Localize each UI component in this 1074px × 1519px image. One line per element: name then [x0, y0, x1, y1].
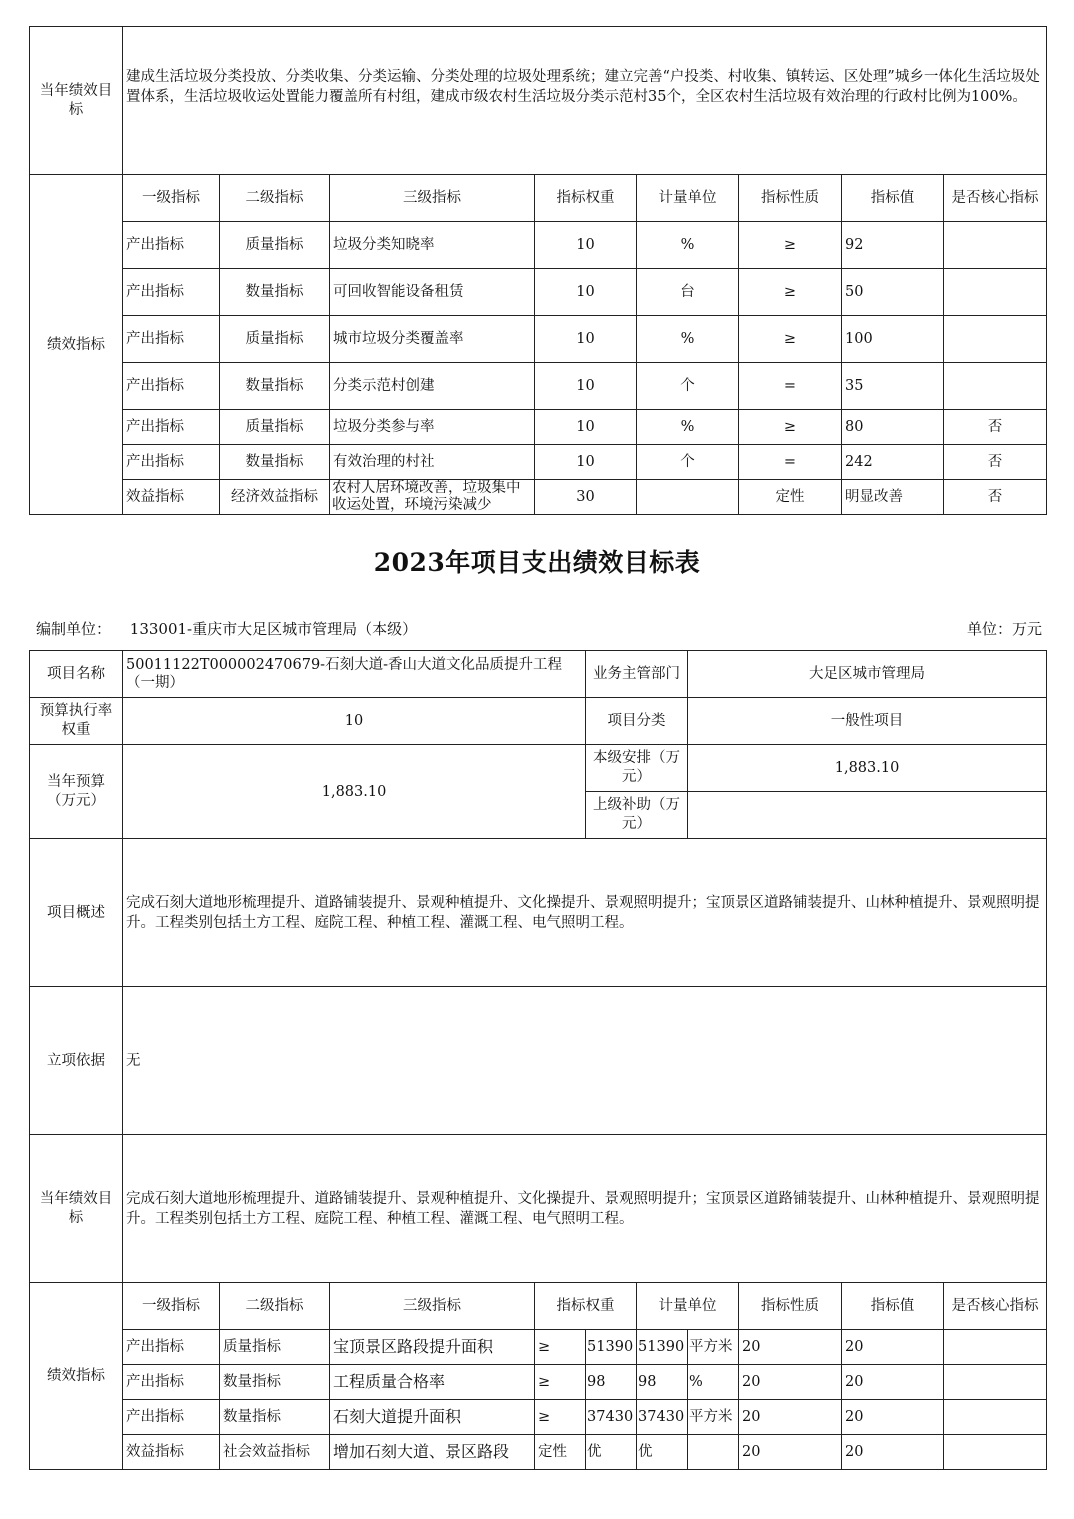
header-unit: 计量单位 — [637, 175, 739, 222]
cell-nature: = — [739, 363, 842, 410]
cell-empty — [944, 1400, 1047, 1435]
compile-unit: 133001-重庆市大足区城市管理局（本级） — [129, 620, 418, 638]
cell-core: 否 — [944, 480, 1047, 515]
cell-l2: 数量指标 — [220, 445, 330, 480]
dept-label: 业务主管部门 — [586, 651, 688, 698]
cell-value: 92 — [842, 222, 944, 269]
cell-b: 98 — [637, 1365, 688, 1400]
money-unit: 单位：万元 — [966, 620, 1042, 638]
cell-op: ≥ — [535, 1400, 586, 1435]
cell-weight: 10 — [535, 222, 637, 269]
header-core: 是否核心指标 — [944, 1283, 1047, 1330]
cell-value: 35 — [842, 363, 944, 410]
budget-label: 当年预算（万元） — [30, 745, 123, 839]
cell-unit: 平方米 — [688, 1330, 739, 1365]
cell-l1: 产出指标 — [123, 1365, 220, 1400]
header-value: 指标值 — [842, 1283, 944, 1330]
exec-weight-value: 10 — [123, 698, 586, 745]
basis-text: 无 — [123, 987, 1047, 1135]
cell-l3-text: 农村人居环境改善，垃圾集中收运处置，环境污染减少 — [332, 480, 521, 513]
cell-weight: 30 — [535, 480, 637, 515]
cell-nature: ≥ — [739, 269, 842, 316]
page-title: 2023年项目支出绩效目标表 — [373, 548, 701, 577]
cell-b: 37430 — [637, 1400, 688, 1435]
cell-empty — [944, 1365, 1047, 1400]
header-unit: 计量单位 — [637, 1283, 739, 1330]
table-row — [30, 316, 1047, 363]
cell-l3: 分类示范村创建 — [330, 363, 535, 410]
table-row — [30, 1435, 1047, 1470]
cell-l3: 垃圾分类知晓率 — [330, 222, 535, 269]
table-row — [30, 410, 1047, 445]
cell-l3: 宝顶景区路段提升面积 — [330, 1330, 535, 1365]
cell-l3: 城市垃圾分类覆盖率 — [330, 316, 535, 363]
compile-label: 编制单位： — [36, 620, 112, 638]
cell-l1: 效益指标 — [123, 480, 220, 515]
overview-label: 项目概述 — [30, 839, 123, 987]
cell-empty — [944, 1435, 1047, 1470]
table-row — [30, 445, 1047, 480]
cell-d: 20 — [739, 1365, 842, 1400]
header-weight: 指标权重 — [535, 1283, 637, 1330]
cell-weight: 10 — [535, 445, 637, 480]
cell-a: 51390 — [586, 1330, 637, 1365]
cell-e: 20 — [842, 1400, 944, 1435]
cell-value: 100 — [842, 316, 944, 363]
cell-core — [944, 363, 1047, 410]
cell-l1: 效益指标 — [123, 1435, 220, 1470]
table-row — [30, 1400, 1047, 1435]
header-l3: 三级指标 — [330, 175, 535, 222]
header-l2: 二级指标 — [220, 175, 330, 222]
table-row — [30, 480, 1047, 515]
cell-a: 优 — [586, 1435, 637, 1470]
target-label: 当年绩效目标 — [30, 27, 123, 175]
overview-text: 完成石刻大道地形梳理提升、道路铺装提升、景观种植提升、文化操提升、景观照明提升；宝顶景区道路铺装提升、山林种植提升、景观照明提升。工程类别包括土方工程、庭院工程、种植工程、灌溉工程、电气照明工程。 — [123, 839, 1047, 987]
table-row — [30, 269, 1047, 316]
budget-value: 1,883.10 — [123, 745, 586, 839]
perf-label: 绩效指标 — [30, 175, 123, 515]
cell-weight: 10 — [535, 269, 637, 316]
cell-core — [944, 222, 1047, 269]
cell-b: 51390 — [637, 1330, 688, 1365]
cell-unit: % — [688, 1365, 739, 1400]
project-table-2 — [29, 650, 1047, 1470]
perf-label-2: 绩效指标 — [30, 1283, 123, 1470]
superior-amount — [688, 792, 1047, 839]
cell-unit: 台 — [637, 269, 739, 316]
header-weight: 指标权重 — [535, 175, 637, 222]
cell-l2: 质量指标 — [220, 1330, 330, 1365]
cell-unit: 个 — [637, 363, 739, 410]
header-core: 是否核心指标 — [944, 175, 1047, 222]
cell-e: 20 — [842, 1330, 944, 1365]
cell-weight: 10 — [535, 410, 637, 445]
cell-core: 否 — [944, 445, 1047, 480]
cell-e: 20 — [842, 1365, 944, 1400]
cell-l3: 垃圾分类参与率 — [330, 410, 535, 445]
cell-nature: ≥ — [739, 316, 842, 363]
cell-l1: 产出指标 — [123, 1400, 220, 1435]
cell-l2: 质量指标 — [220, 410, 330, 445]
cell-weight: 10 — [535, 316, 637, 363]
cell-nature: ≥ — [739, 222, 842, 269]
cell-unit: 平方米 — [688, 1400, 739, 1435]
cell-l3: 有效治理的村社 — [330, 445, 535, 480]
cell-l1: 产出指标 — [123, 316, 220, 363]
project-name-label: 项目名称 — [30, 651, 123, 698]
cell-unit: % — [637, 410, 739, 445]
cell-l3: 增加石刻大道、景区路段 — [330, 1435, 535, 1470]
table-row — [30, 1330, 1047, 1365]
cell-op: ≥ — [535, 1330, 586, 1365]
cell-l2: 经济效益指标 — [220, 480, 330, 515]
cell-core — [944, 316, 1047, 363]
target-label-2: 当年绩效目标 — [30, 1135, 123, 1283]
cell-value: 明显改善 — [842, 480, 944, 515]
cell-b: 优 — [637, 1435, 688, 1470]
cell-l1: 产出指标 — [123, 410, 220, 445]
dept-value: 大足区城市管理局 — [688, 651, 1047, 698]
header-l1: 一级指标 — [123, 175, 220, 222]
cell-nature: 定性 — [739, 480, 842, 515]
cell-d: 20 — [739, 1435, 842, 1470]
cell-l1: 产出指标 — [123, 445, 220, 480]
table-row — [30, 222, 1047, 269]
target-text-2: 完成石刻大道地形梳理提升、道路铺装提升、景观种植提升、文化操提升、景观照明提升；宝顶景区道路铺装提升、山林种植提升、景观照明提升。工程类别包括土方工程、庭院工程、种植工程、灌溉工程、电气照明工程。 — [123, 1135, 1047, 1283]
cell-d: 20 — [739, 1400, 842, 1435]
cell-l2: 质量指标 — [220, 316, 330, 363]
cell-l2: 社会效益指标 — [220, 1435, 330, 1470]
cell-core: 否 — [944, 410, 1047, 445]
cell-empty — [944, 1330, 1047, 1365]
local-amount: 1,883.10 — [688, 745, 1047, 792]
cell-d: 20 — [739, 1330, 842, 1365]
cell-l3: 可回收智能设备租赁 — [330, 269, 535, 316]
header-l1: 一级指标 — [123, 1283, 220, 1330]
project-name: 50011122T000002470679-石刻大道-香山大道文化品质提升工程（一期） — [123, 651, 586, 698]
cell-l1: 产出指标 — [123, 269, 220, 316]
cell-l2: 数量指标 — [220, 269, 330, 316]
cell-value: 242 — [842, 445, 944, 480]
header-l2: 二级指标 — [220, 1283, 330, 1330]
table-row — [30, 363, 1047, 410]
cell-a: 98 — [586, 1365, 637, 1400]
cell-l2: 质量指标 — [220, 222, 330, 269]
category-value: 一般性项目 — [688, 698, 1047, 745]
cell-value: 50 — [842, 269, 944, 316]
cell-op: 定性 — [535, 1435, 586, 1470]
cell-l1: 产出指标 — [123, 363, 220, 410]
cell-unit: 个 — [637, 445, 739, 480]
header-line — [36, 618, 1042, 639]
cell-l3: 工程质量合格率 — [330, 1365, 535, 1400]
local-label: 本级安排（万元） — [586, 745, 688, 792]
cell-l1: 产出指标 — [123, 222, 220, 269]
cell-core — [944, 269, 1047, 316]
cell-nature: ≥ — [739, 410, 842, 445]
cell-l3: 石刻大道提升面积 — [330, 1400, 535, 1435]
cell-weight: 10 — [535, 363, 637, 410]
table-row — [30, 1365, 1047, 1400]
cell-l1: 产出指标 — [123, 1330, 220, 1365]
header-nature: 指标性质 — [739, 1283, 842, 1330]
cell-unit — [637, 480, 739, 515]
category-label: 项目分类 — [586, 698, 688, 745]
cell-a: 37430 — [586, 1400, 637, 1435]
superior-label: 上级补助（万元） — [586, 792, 688, 839]
performance-table-1 — [29, 26, 1047, 515]
cell-l2: 数量指标 — [220, 363, 330, 410]
basis-label: 立项依据 — [30, 987, 123, 1135]
cell-op: ≥ — [535, 1365, 586, 1400]
cell-l3 — [330, 480, 535, 515]
target-text: 建成生活垃圾分类投放、分类收集、分类运输、分类处理的垃圾处理系统；建立完善“户投类、村收集、镇转运、区处理”城乡一体化生活垃圾处置体系，生活垃圾收运处置能力覆盖所有村组，建成市级农村生活垃圾分类示范村35个，全区农村生活垃圾有效治理的行政村比例为100%。 — [123, 27, 1047, 175]
cell-l2: 数量指标 — [220, 1400, 330, 1435]
header-value: 指标值 — [842, 175, 944, 222]
cell-nature: = — [739, 445, 842, 480]
cell-l2: 数量指标 — [220, 1365, 330, 1400]
header-nature: 指标性质 — [739, 175, 842, 222]
cell-e: 20 — [842, 1435, 944, 1470]
exec-weight-label: 预算执行率权重 — [30, 698, 123, 745]
cell-value: 80 — [842, 410, 944, 445]
cell-unit — [688, 1435, 739, 1470]
header-l3: 三级指标 — [330, 1283, 535, 1330]
cell-unit: % — [637, 222, 739, 269]
cell-unit: % — [637, 316, 739, 363]
